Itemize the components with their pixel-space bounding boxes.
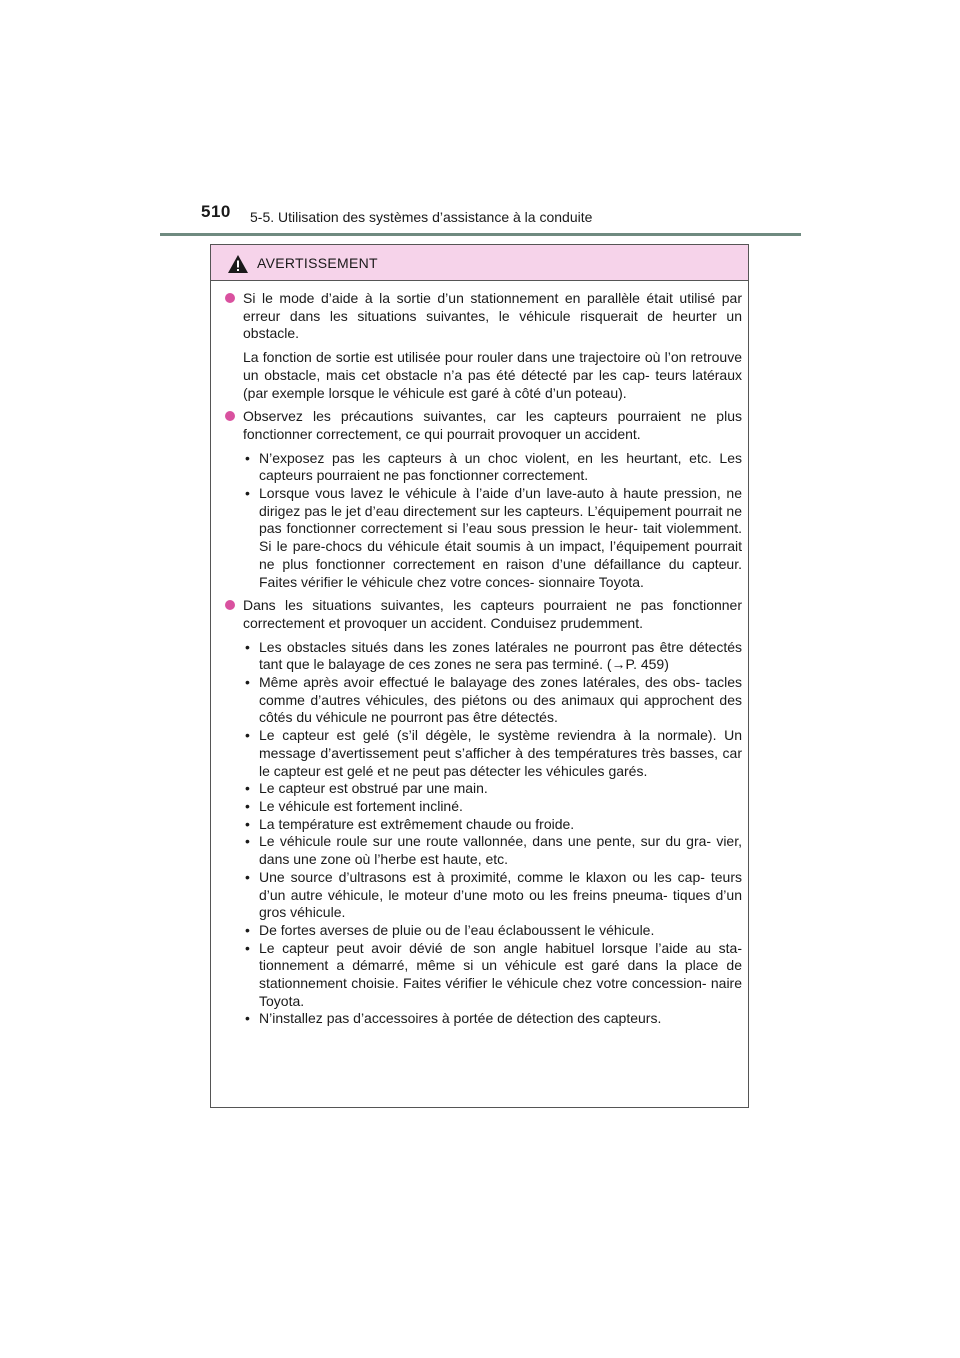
- paragraph: Dans les situations suivantes, les capteurs pourraient ne pas fonctionner correctement et provoquer un accident. Conduisez prudemment.: [243, 597, 742, 631]
- list-item: • N’installez pas d’accessoires à portée de détection des capteurs.: [243, 1010, 742, 1028]
- page-number: 510: [201, 202, 231, 221]
- warning-triangle-icon: [227, 254, 249, 274]
- paragraph: La fonction de sortie est utilisée pour rouler dans une trajectoire où l’on retrouve un obstacle, mais cet obstacle n’a pas été détecté par les cap- teurs latéraux (par exemple lorsque le véhicule est garé à côté d’un poteau).: [243, 349, 742, 401]
- warning-item: [225, 597, 742, 1028]
- list-item: • Lorsque vous lavez le véhicule à l’aide d’un lave-auto à haute pression, ne dirigez pas le jet d’eau directement sur les capteurs. L’équipement pourrait ne pas fonctionner correctement si l’eau sous pression le heur- tait violemment. Si le pare-chocs du véhicule était soumis à un impact, l’équipement pourrait ne plus fonctionner correctement en raison d’une défaillance du capteur. Faites vérifier le véhicule chez votre conces- sionnaire Toyota.: [243, 485, 742, 591]
- warning-header: [211, 245, 748, 281]
- list-item: • Le véhicule est fortement incliné.: [243, 798, 742, 816]
- list-item: • Le capteur est obstrué par une main.: [243, 780, 742, 798]
- list-item: • Une source d’ultrasons est à proximité, comme le klaxon ou les cap- teurs d’un autre véhicule, le moteur d’une moto ou les freins pneuma- tiques d’un gros véhicule.: [243, 869, 742, 922]
- pink-dot-icon: [225, 600, 235, 610]
- warning-body: [211, 281, 748, 1028]
- list-item: • Même après avoir effectué le balayage des zones latérales, des obs- tacles comme d’autres véhicules, des piétons ou des animaux qui approchent des côtés du véhicule ne pourront pas être détectés.: [243, 674, 742, 727]
- warning-item: [225, 290, 742, 402]
- list-item: • Le capteur est gelé (s’il dégèle, le système reviendra à la normale). Un message d’avertissement peut s’afficher à des températures très basses, car le capteur est gelé et ne peut pas détecter les véhicules garés.: [243, 727, 742, 780]
- pink-dot-icon: [225, 293, 235, 303]
- warning-title: AVERTISSEMENT: [257, 254, 378, 271]
- header-rule: [160, 233, 801, 236]
- list-item: • N’exposez pas les capteurs à un choc violent, en les heurtant, etc. Les capteurs pourraient ne pas fonctionner correctement.: [243, 450, 742, 485]
- paragraph: Observez les précautions suivantes, car les capteurs pourraient ne plus fonctionner correctement, ce qui pourrait provoquer un accident.: [243, 408, 742, 442]
- paragraph: Si le mode d’aide à la sortie d’un stationnement en parallèle était utilisé par erreur dans les situations suivantes, le véhicule risquerait de heurter un obstacle.: [243, 290, 742, 342]
- warning-box: [210, 244, 749, 1108]
- list-item: • De fortes averses de pluie ou de l’eau éclaboussent le véhicule.: [243, 922, 742, 940]
- list-item: • Le véhicule roule sur une route vallonnée, dans une pente, sur du gra- vier, dans une zone où l’herbe est haute, etc.: [243, 833, 742, 868]
- list-item: • Les obstacles situés dans les zones latérales ne pourront pas être détectés tant que le balayage de ces zones ne sera pas terminé. (→P. 459): [243, 639, 742, 674]
- list-item: • Le capteur peut avoir dévié de son angle habituel lorsque l’aide au sta- tionnement a démarré, même si un véhicule est garé dans la place de stationnement choisie. Faites vérifier le véhicule chez votre concession- naire Toyota.: [243, 940, 742, 1011]
- list-item: • La température est extrêmement chaude ou froide.: [243, 816, 742, 834]
- warning-item: [225, 408, 742, 591]
- section-title: 5-5. Utilisation des systèmes d’assistance à la conduite: [250, 209, 593, 225]
- pink-dot-icon: [225, 411, 235, 421]
